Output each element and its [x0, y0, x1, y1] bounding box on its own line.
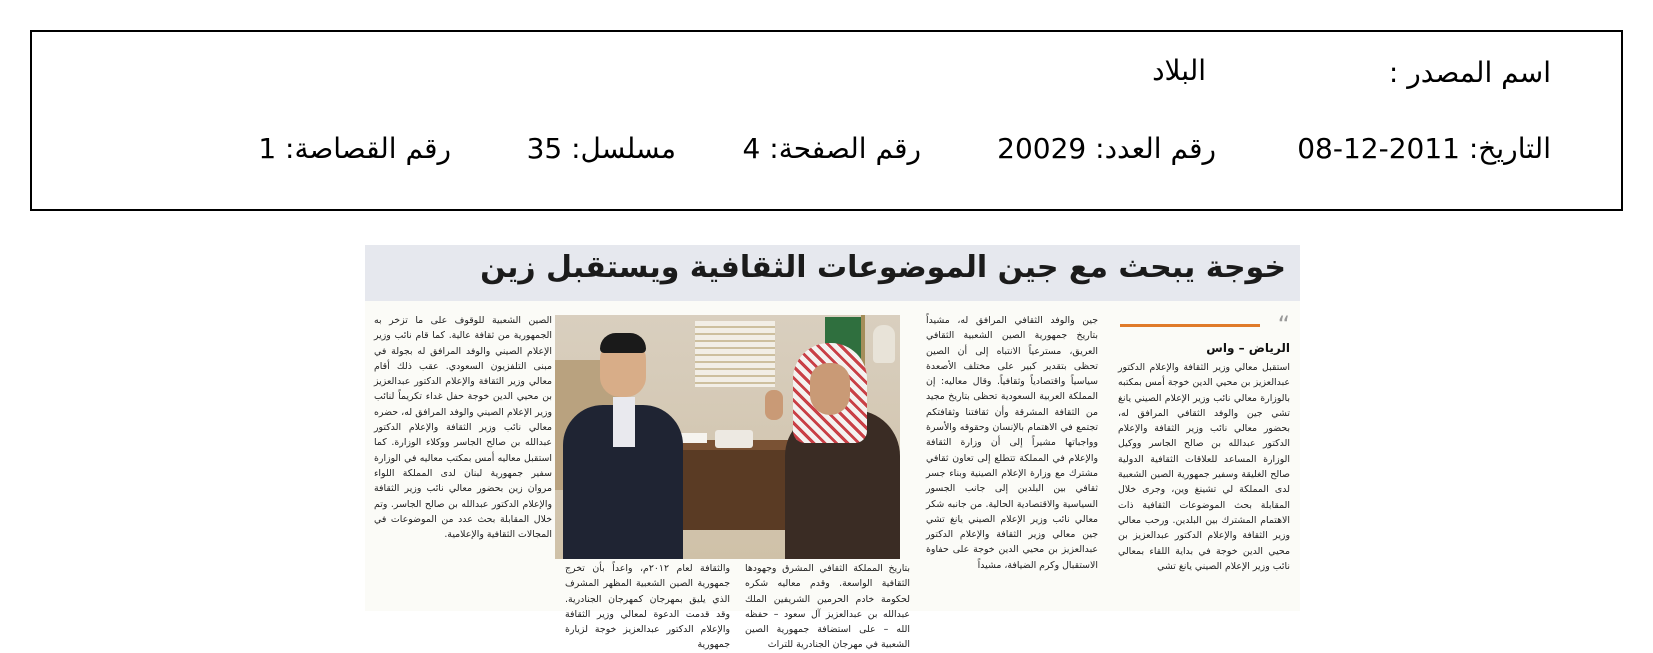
desk-phone [715, 430, 753, 448]
issue-label: رقم العدد: [1095, 132, 1216, 165]
column-1-text: استقبل معالي وزير الثقافة والإعلام الدكتور عبدالعزيز بن محيي الدين خوجة أمس بمكتبه بالوزارة معالي نائب وزير الإعلام الصيني يانغ تشي جين والوفد الثقافي المرافق له، بحضور معالي نائب وزير الثقافة والإعلام الدكتور عبدالله بن صالح الجاسر ووكيل الوزارة المساعد للعلاقات الثقافية الدولية صالح الغليقة وسفير جمهورية الصين الشعبية لدى المملكة لي تشينغ وين، وجرى خلال المقابلة بحث الموضوعات الثقافية ذات الاهتمام المشترك بين البلدين. ورحب معالي وزير الثقافة والإعلام الدكتور عبدالعزيز بن محيي الدين خوجة في بداية اللقاء بمعالي نائب وزير الإعلام الصيني يانغ تشي [1118, 362, 1290, 572]
window-blinds [695, 321, 775, 387]
page-label: رقم الصفحة: [769, 132, 921, 165]
issue-value: 20029 [997, 132, 1087, 165]
column-2-text: جين والوفد الثقافي المرافق له، مشيداً بتاريخ جمهورية الصين الشعبية الثقافي العريق، مسترعياً الانتباه إلى أن الصين تحظى بتقدير كبير على مختلف الأصعدة سياسياً واقتصادياً وثقافياً. وقال معاليه: إن المملكة العربية السعودية تحظى بتاريخ مجيد من الثقافة المشرقة وأن ثقافتنا وثقافتكم تجتمع في الاهتمام بالإنسان وحقوقه والأسرة وواجباتها مشيراً إلى أن وزارة الثقافة والإعلام في المملكة تتطلع إلى تعاون ثقافي مشترك مع وزارة الإعلام الصينية وبناء جسر ثقافي بين البلدين إلى جانب الجسور السياسية والاقتصادية الحالية. من جانبه شكر معالي نائب وزير الإعلام الصيني يانغ تشي جين معالي وزير الثقافة والإعلام الدكتور عبدالعزيز بن محيي الدين خوجة على حفاوة الاستقبال وكرم الضيافة، مشيداً [926, 315, 1098, 571]
headline-band [365, 245, 1300, 301]
article-column-4 [374, 313, 552, 611]
article-column-3 [565, 561, 910, 651]
column-3a-text: بتاريخ المملكة الثقافي المشرق وجهودها الثقافية الواسعة. وقدم معاليه شكره لحكومة خادم الحرمين الشريفين الملك عبدالله بن عبدالعزيز آل سعود – حفظه الله – على استضافة جمهورية الصين الشعبية في مهرجان الجنادرية للتراث [745, 563, 910, 651]
source-label: اسم المصدر : [1388, 56, 1551, 89]
clip-number-label: رقم القصاصة: [285, 132, 451, 165]
column-4-text: الصين الشعبية للوقوف على ما تزخر به الجمهورية من ثقافة عالية. كما قام نائب وزير الإعلام الصيني والوفد المرافق له بجولة في مبنى التلفزيون السعودي. عقب ذلك أقام معالي وزير الثقافة والإعلام الدكتور عبدالعزيز بن محيي الدين خوجة حفل غداء تكريماً لنائب وزير الإعلام الصيني والوفد المرافق له، حضره معالي نائب وزير الثقافة والإعلام الدكتور عبدالله بن صالح الجاسر ووكلاء الوزارة. كما استقبل معاليه أمس بمكتب معاليه في الوزارة سفير جمهورية لبنان لدى المملكة اللواء مروان زين بحضور معالي نائب وزير الثقافة والإعلام الدكتور عبدالله بن صالح الجاسر. وتم خلال المقابلة بحث عدد من الموضوعات في المجالات الثقافية والإعلامية. [374, 315, 552, 541]
source-value: البلاد [1152, 54, 1206, 87]
issue-field [997, 132, 1216, 165]
clipping-metadata-box [30, 30, 1623, 211]
serial-label: مسلسل: [571, 132, 676, 165]
column-3a [745, 561, 910, 651]
article-column-2 [926, 313, 1098, 611]
clip-number-field [258, 132, 451, 165]
date-value: 2011-12-08 [1297, 132, 1460, 165]
article-column-1 [1118, 360, 1290, 611]
column-3b [565, 561, 730, 651]
date-label: التاريخ: [1468, 132, 1551, 165]
column-3b-text: والثقافة لعام ٢٠١٢م، واعداً بأن تخرج جمهورية الصين الشعبية المظهر المشرف الذي يليق بمهرجان كمهرجان الجنادرية. وقد قدمت الدعوة لمعالي وزير الثقافة والإعلام الدكتور عبدالعزيز خوجة لزيارة جمهورية [565, 563, 730, 651]
clip-number-value: 1 [258, 132, 277, 165]
article-photo [555, 315, 900, 559]
serial-field [527, 132, 676, 165]
newspaper-clipping [365, 245, 1300, 651]
article-headline: خوجة يبحث مع جين الموضوعات الثقافية ويستقبل زين [480, 250, 1286, 285]
date-field [1297, 132, 1551, 165]
article-dateline: الرياض – واس [1206, 341, 1290, 355]
page-field [743, 132, 921, 165]
serial-value: 35 [526, 132, 563, 165]
quote-icon: “ [1277, 311, 1290, 339]
accent-rule [1120, 324, 1260, 327]
page-value: 4 [742, 132, 761, 165]
